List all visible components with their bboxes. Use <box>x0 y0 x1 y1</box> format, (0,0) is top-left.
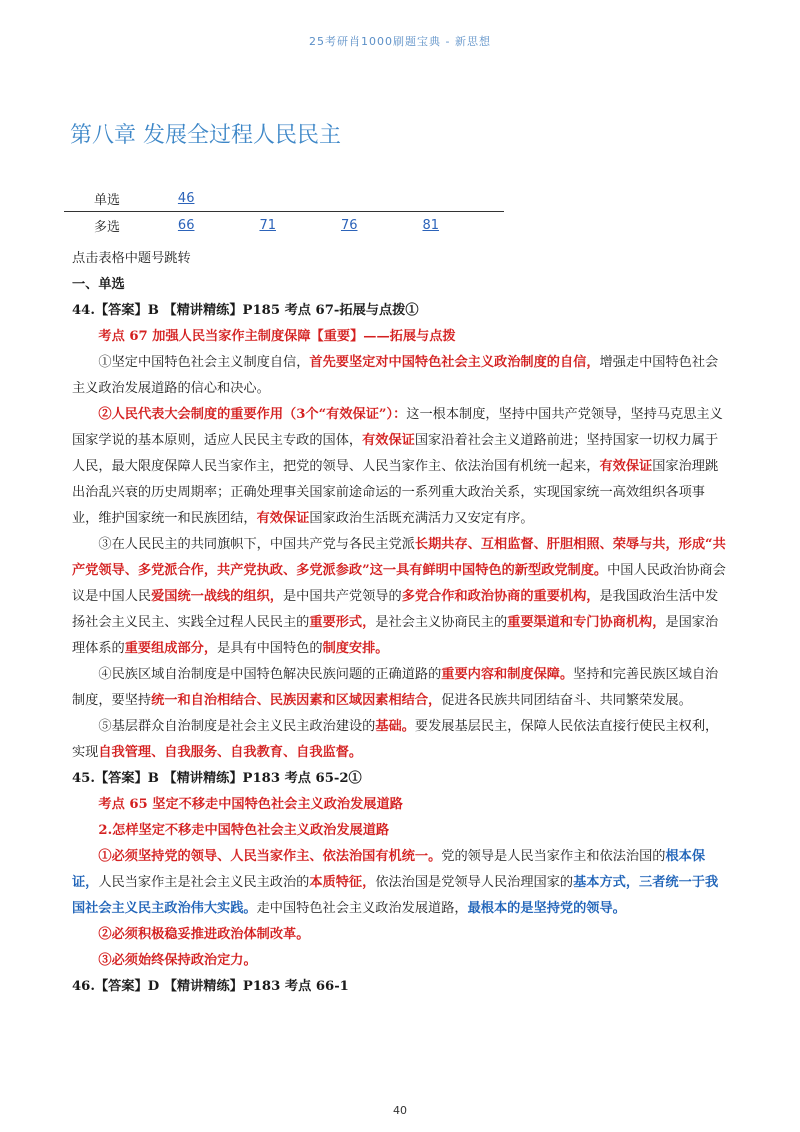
question-jump-table <box>64 185 504 238</box>
table-row <box>64 185 504 212</box>
q45-subheading: 2.怎样坚定不移走中国特色社会主义政治发展道路 <box>98 823 390 838</box>
row-label-multi: 多选 <box>94 219 121 235</box>
question-link-66[interactable]: 66 <box>177 217 195 233</box>
q45-paragraph-1: ①必须坚持党的领导、人民当家作主、依法治国有机统一。党的领导是人民当家作主和依法治国的根本保证，人民当家作主是社会主义民主政治的本质特征，依法治国是党领导人民治理国家的基本方式，三者统一于我国社会主义民主政治伟大实践。走中国特色社会主义政治发展道路，最根本的是坚持党的领导。 <box>72 849 719 916</box>
question-link-76[interactable]: 76 <box>340 217 358 233</box>
q44-knowledge-point: 考点 67 加强人民当家作主制度保障【重要】——拓展与点拨 <box>98 329 456 344</box>
q45-knowledge-point: 考点 65 坚定不移走中国特色社会主义政治发展道路 <box>98 797 403 812</box>
q44-paragraph-3: ③在人民民主的共同旗帜下，中国共产党与各民主党派长期共存、互相监督、肝胆相照、荣辱与共，形成“共产党领导、多党派合作，共产党执政、多党派参政”这一具有鲜明中国特色的新型政党制度。中国人民政治协商会议是中国人民爱国统一战线的组织，是中国共产党领导的多党合作和政治协商的重要机构，是我国政治生活中发扬社会主义民主、实践全过程人民民主的重要形式，是社会主义协商民主的重要渠道和专门协商机构，是国家治理体系的重要组成部分，是具有中国特色的制度安排。 <box>72 537 726 656</box>
answer-content <box>72 246 728 1000</box>
question-link-71[interactable]: 71 <box>259 217 276 233</box>
q45-paragraph-2: ②必须积极稳妥推进政治体制改革。 <box>98 927 310 942</box>
q44-answer-heading: 44.【答案】B 【精讲精练】P185 考点 67-拓展与点拨① <box>72 303 419 318</box>
q44-paragraph-5: ⑤基层群众自治制度是社会主义民主政治建设的基础。要发展基层民主，保障人民依法直接行使民主权利，实现自我管理、自我服务、自我教育、自我监督。 <box>72 719 719 760</box>
q44-paragraph-1: ①坚定中国特色社会主义制度自信，首先要坚定对中国特色社会主义政治制度的自信，增强走中国特色社会主义政治发展道路的信心和决心。 <box>72 355 719 396</box>
q45-paragraph-3: ③必须始终保持政治定力。 <box>98 953 257 968</box>
q44-paragraph-4: ④民族区域自治制度是中国特色解决民族问题的正确道路的重要内容和制度保障。坚持和完善民族区域自治制度，要坚持统一和自治相结合、民族因素和区域因素相结合，促进各民族共同团结奋斗、共同繁荣发展。 <box>72 667 719 708</box>
q44-paragraph-2: ②人民代表大会制度的重要作用（3个“有效保证”）：这一根本制度，坚持中国共产党领导，坚持马克思主义国家学说的基本原则，适应人民民主专政的国体，有效保证国家沿着社会主义道路前进；坚持国家一切权力属于人民，最大限度保障人民当家作主，把党的领导、人民当家作主、依法治国有机统一起来，有效保证国家治理跳出治乱兴衰的历史周期率；正确处理事关国家前途命运的一系列重大政治关系，实现国家统一高效组织各项事业，维护国家统一和民族团结，有效保证国家政治生活既充满活力又安定有序。 <box>72 407 723 526</box>
q46-answer-heading: 46.【答案】D 【精讲精练】P183 考点 66-1 <box>72 979 349 994</box>
question-link-46[interactable]: 46 <box>177 190 195 206</box>
table-row <box>64 212 504 239</box>
page-number: 40 <box>393 1104 407 1117</box>
jump-hint: 点击表格中题号跳转 <box>72 251 191 266</box>
q45-answer-heading: 45.【答案】B 【精讲精练】P183 考点 65-2① <box>72 771 362 786</box>
question-link-81[interactable]: 81 <box>422 217 440 233</box>
row-label-single: 单选 <box>64 185 178 212</box>
chapter-title: 第八章 发展全过程人民民主 <box>70 123 341 148</box>
page-header: 25考研肖1000刷题宝典 - 新思想 <box>309 35 491 48</box>
section-title: 一、单选 <box>72 277 125 292</box>
